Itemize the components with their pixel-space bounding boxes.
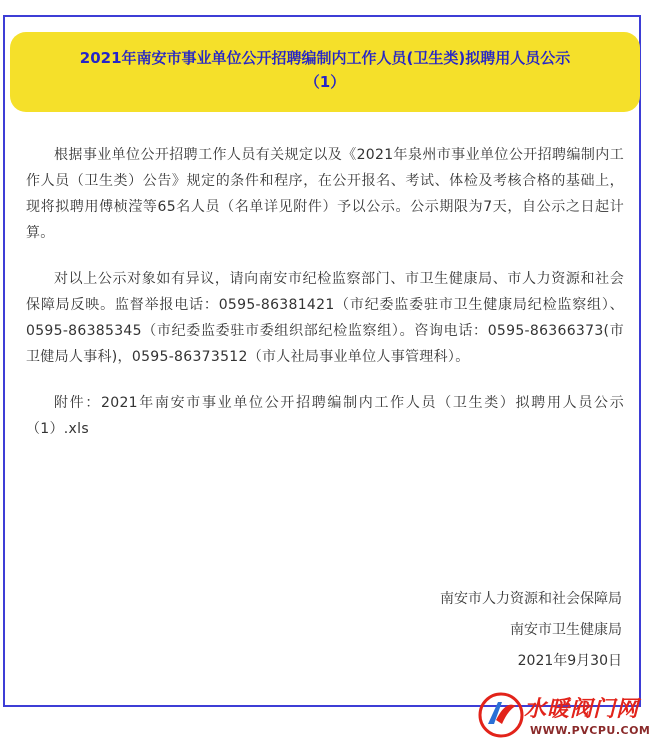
site-watermark: [476, 690, 650, 746]
paragraph-objection: 对以上公示对象如有异议，请向南安市纪检监察部门、市卫生健康局、市人力资源和社会保障局反映。监督举报电话：0595-86381421（市纪委监委驻市卫生健康局纪检监察组）、0595-86385345（市纪委监委驻市委组织部纪检监察组）。咨询电话：0595-86366373(市卫健局人事科)，0595-86373512（市人社局事业单位人事管理科）。: [26, 271, 624, 365]
title-line-2: （1）: [304, 73, 346, 91]
page-title: [24, 46, 626, 94]
notice-body: [26, 142, 624, 462]
watermark-logo-icon: [476, 690, 526, 740]
signature-date: 2021年9月30日: [517, 653, 622, 669]
title-line-1: 2021年南安市事业单位公开招聘编制内工作人员(卫生类)拟聘用人员公示: [79, 49, 571, 67]
signature-org-health: 南安市卫生健康局: [510, 622, 622, 638]
signature-org-hr: 南安市人力资源和社会保障局: [440, 591, 622, 607]
watermark-url: WWW.PVCPU.COM: [530, 724, 650, 737]
paragraph-basis: 根据事业单位公开招聘工作人员有关规定以及《2021年泉州市事业单位公开招聘编制内工作人员（卫生类）公告》规定的条件和程序，在公开报名、考试、体检及考核合格的基础上，现将拟聘用傅桢滢等65名人员（名单详见附件）予以公示。公示期限为7天，自公示之日起计算。: [26, 147, 624, 241]
signature-block: [440, 584, 622, 677]
title-banner: [10, 32, 640, 112]
watermark-name: 水暖阀门网: [524, 697, 640, 722]
attachment-link[interactable]: 附件：2021年南安市事业单位公开招聘编制内工作人员（卫生类）拟聘用人员公示（1）.xls: [26, 395, 624, 437]
